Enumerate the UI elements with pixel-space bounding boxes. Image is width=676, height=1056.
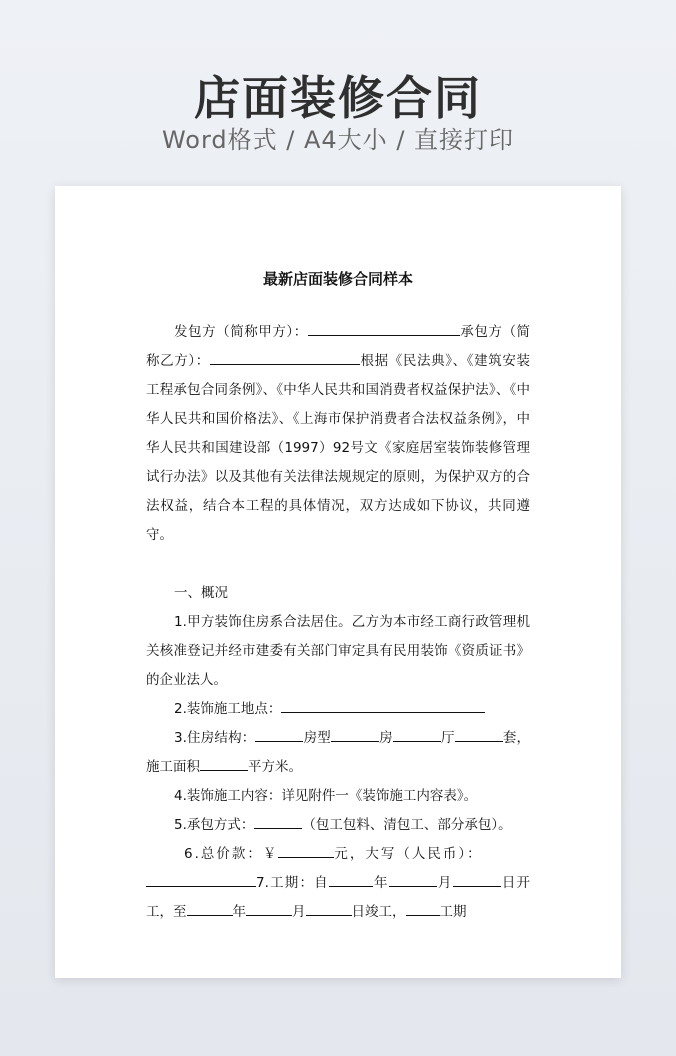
party-a-blank — [308, 320, 460, 336]
item-6 — [146, 840, 530, 869]
item-6-b: 元，大写（人民币）： — [334, 846, 483, 862]
blank — [246, 900, 292, 916]
item-6-label: 6.总价款：￥ — [184, 846, 279, 862]
item-7-b: 年 — [372, 875, 389, 891]
item-7-g: 日竣工， — [351, 904, 406, 920]
blank — [255, 726, 303, 742]
blank — [329, 871, 373, 887]
item-5 — [146, 811, 530, 840]
price-words-blank — [146, 871, 256, 887]
item-2 — [146, 695, 530, 724]
item-2-label: 2.装饰施工地点： — [174, 701, 282, 717]
header-subtitle: Word格式 / A4大小 / 直接打印 — [161, 126, 515, 154]
item-7-e: 年 — [232, 904, 246, 920]
item-1: 1.甲方装饰住房系合法居住。乙方为本市经工商行政管理机关核准登记并经市建委有关部门审定具有民用装饰《资质证书》的企业法人。 — [146, 614, 530, 688]
item-3-f: 平方米。 — [248, 759, 302, 775]
item-3-label: 3.住房结构： — [174, 730, 256, 746]
blank — [331, 726, 379, 742]
blank — [306, 900, 352, 916]
item-5-label: 5.承包方式： — [174, 817, 255, 833]
item-3-b: 房型 — [303, 730, 331, 746]
price-blank — [278, 842, 334, 858]
blank — [453, 871, 501, 887]
contract-method-blank — [254, 813, 302, 829]
section-heading: 一、概况 — [174, 585, 228, 601]
item-4: 4.装饰施工内容：详见附件一《装饰施工内容表》。 — [174, 788, 478, 804]
item-7-c: 月 — [436, 875, 453, 891]
blank — [455, 726, 503, 742]
item-5-options: （包工包料、清包工、部分承包）。 — [302, 817, 512, 833]
blank — [389, 871, 437, 887]
item-7-label: 7.工期：自 — [256, 875, 329, 891]
intro-text: 根据《民法典》、《建筑安装工程承包合同条例》、《中华人民共和国消费者权益保护法》、《中华人民共和国价格法》、《上海市保护消费者合法权益条例》，中华人民共和国建设部（1997）92号文《家庭居室装饰装修管理试行办法》以及其他有关法律法规规定的原则，为保护双方的合法权益，结合本工程的具体情况，双方达成如下协议，共同遵守。 — [146, 353, 530, 543]
party-b-label: 承包方（简称乙方）： — [146, 324, 530, 369]
blank — [406, 900, 440, 916]
blank — [393, 726, 441, 742]
document-page — [55, 186, 621, 978]
item-7 — [146, 869, 530, 927]
party-a-label: 发包方（简称甲方）： — [174, 324, 308, 340]
item-7-d: 日开工，至 — [146, 875, 531, 920]
blank — [187, 900, 233, 916]
item-3 — [146, 724, 530, 782]
document-title: 最新店面装修合同样本 — [262, 270, 413, 288]
item-7-f: 月 — [292, 904, 306, 920]
address-blank — [281, 697, 485, 713]
header-title: 店面装修合同 — [194, 71, 482, 125]
item-3-c: 房 — [378, 730, 393, 746]
intro-paragraph — [146, 318, 530, 550]
item-7-h: 工期 — [439, 904, 467, 920]
party-b-blank — [210, 349, 360, 365]
item-3-e: 套，施工面积 — [146, 730, 531, 775]
document-body — [146, 318, 530, 927]
item-3-d: 厅 — [440, 730, 455, 746]
blank — [200, 755, 248, 771]
